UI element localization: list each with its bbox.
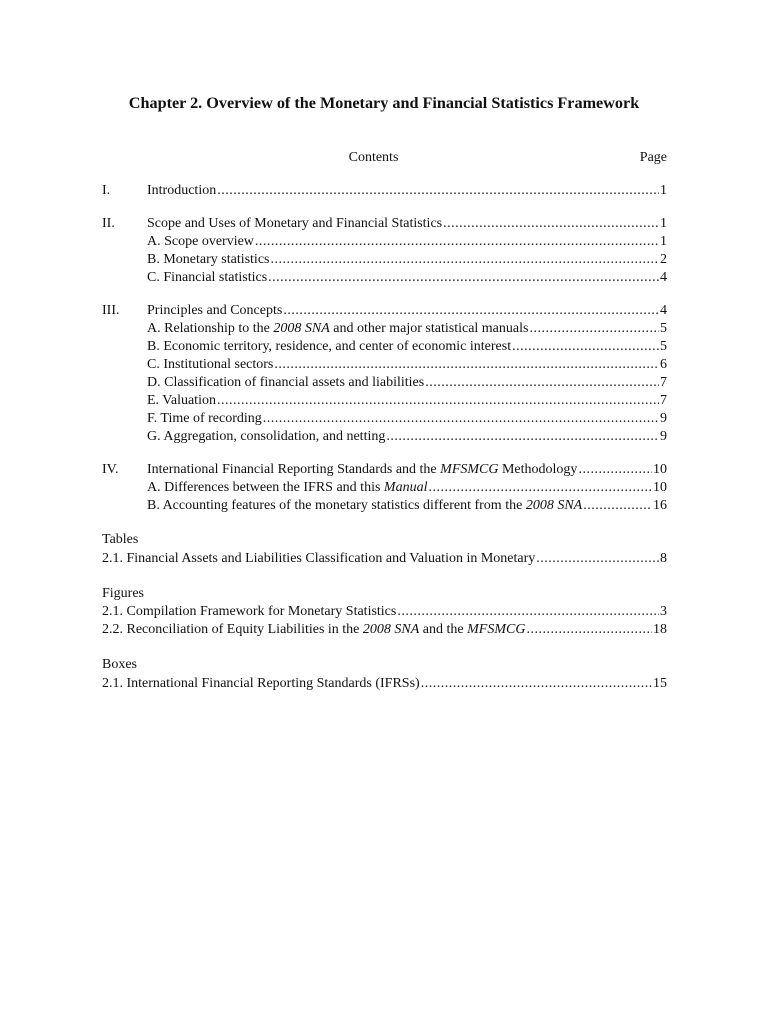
toc-page-number: 2 bbox=[660, 252, 667, 267]
figures-heading: Figures bbox=[102, 586, 144, 601]
toc-entry[interactable] bbox=[0, 356, 667, 374]
toc-entry[interactable] bbox=[0, 302, 667, 320]
toc-page-number: 1 bbox=[660, 216, 667, 231]
toc-entry[interactable] bbox=[0, 320, 667, 338]
toc-page-number: 9 bbox=[660, 429, 667, 444]
tables-heading: Tables bbox=[102, 532, 139, 547]
toc-entry-label: B. Economic territory, residence, and center of economic interest bbox=[147, 339, 512, 354]
section-number: II. bbox=[102, 216, 115, 231]
toc-page-number: 1 bbox=[660, 183, 667, 198]
toc-page-number: 10 bbox=[653, 462, 667, 477]
toc-entry[interactable] bbox=[0, 675, 667, 693]
boxes-heading: Boxes bbox=[102, 657, 137, 672]
toc-entry[interactable] bbox=[0, 479, 667, 497]
dot-leader bbox=[536, 550, 659, 568]
toc-entry-label: B. Monetary statistics bbox=[147, 252, 270, 267]
dot-leader bbox=[397, 603, 659, 621]
toc-entry-label: Principles and Concepts bbox=[147, 303, 283, 318]
toc-entry-label: D. Classification of financial assets and liabilities bbox=[147, 375, 425, 390]
dot-leader bbox=[217, 182, 659, 200]
dot-leader bbox=[255, 233, 659, 251]
toc-entry[interactable] bbox=[0, 233, 667, 251]
section-number: III. bbox=[102, 303, 120, 318]
toc-entry-label: Introduction bbox=[147, 183, 217, 198]
dot-leader bbox=[425, 374, 659, 392]
dot-leader bbox=[268, 269, 659, 287]
toc-page-number: 10 bbox=[653, 480, 667, 495]
dot-leader bbox=[386, 428, 659, 446]
toc-entry-label: 2.1. Compilation Framework for Monetary Statistics bbox=[102, 604, 397, 619]
toc-page-number: 7 bbox=[660, 375, 667, 390]
toc-entry[interactable] bbox=[0, 603, 667, 621]
toc-entry-label: International Financial Reporting Standards and the MFSMCG Methodology bbox=[147, 462, 578, 477]
toc-entry-label: G. Aggregation, consolidation, and netting bbox=[147, 429, 386, 444]
toc-entry-label: A. Scope overview bbox=[147, 234, 254, 249]
toc-entry-label: 2.1. International Financial Reporting Standards (IFRSs) bbox=[102, 676, 420, 691]
dot-leader bbox=[263, 410, 659, 428]
section-number: I. bbox=[102, 183, 111, 198]
toc-entry-label: A. Differences between the IFRS and this Manual bbox=[147, 480, 428, 495]
toc-page-number: 6 bbox=[660, 357, 667, 372]
toc-page-number: 4 bbox=[660, 303, 667, 318]
section-number: IV. bbox=[102, 462, 119, 477]
chapter-title: Chapter 2. Overview of the Monetary and Financial Statistics Framework bbox=[128, 94, 640, 112]
contents-label: Contents bbox=[348, 150, 399, 165]
dot-leader bbox=[443, 215, 659, 233]
dot-leader bbox=[271, 251, 660, 269]
toc-entry-label: B. Accounting features of the monetary statistics different from the 2008 SNA bbox=[147, 498, 583, 513]
page-column-label: Page bbox=[639, 150, 667, 165]
toc-page-number: 8 bbox=[660, 551, 667, 566]
toc-entry-label: F. Time of recording bbox=[147, 411, 262, 426]
toc-entry[interactable] bbox=[0, 621, 667, 639]
toc-page-number: 15 bbox=[653, 676, 667, 691]
toc-entry-label: Scope and Uses of Monetary and Financial Statistics bbox=[147, 216, 443, 231]
dot-leader bbox=[283, 302, 659, 320]
dot-leader bbox=[274, 356, 659, 374]
toc-page-number: 9 bbox=[660, 411, 667, 426]
toc-entry[interactable] bbox=[0, 410, 667, 428]
toc-entry-label: C. Institutional sectors bbox=[147, 357, 274, 372]
toc-page-number: 3 bbox=[660, 604, 667, 619]
toc-entry-label: 2.1. Financial Assets and Liabilities Classification and Valuation in Monetary bbox=[102, 551, 536, 566]
contents-header bbox=[102, 150, 667, 168]
toc-entry[interactable] bbox=[0, 550, 667, 568]
toc-entry[interactable] bbox=[0, 461, 667, 479]
toc-page-number: 5 bbox=[660, 339, 667, 354]
toc-page-number: 16 bbox=[653, 498, 667, 513]
toc-entry[interactable] bbox=[0, 269, 667, 287]
toc-entry[interactable] bbox=[0, 428, 667, 446]
toc-page-number: 18 bbox=[653, 622, 667, 637]
toc-entry[interactable] bbox=[0, 392, 667, 410]
dot-leader bbox=[583, 497, 652, 515]
dot-leader bbox=[512, 338, 659, 356]
toc-page-number: 5 bbox=[660, 321, 667, 336]
dot-leader bbox=[526, 621, 652, 639]
toc-entry-label: A. Relationship to the 2008 SNA and other major statistical manuals bbox=[147, 321, 529, 336]
toc-entry[interactable] bbox=[0, 182, 667, 200]
toc-page-number: 7 bbox=[660, 393, 667, 408]
dot-leader bbox=[421, 675, 652, 693]
dot-leader bbox=[217, 392, 659, 410]
dot-leader bbox=[428, 479, 652, 497]
toc-entry[interactable] bbox=[0, 251, 667, 269]
toc-entry[interactable] bbox=[0, 215, 667, 233]
toc-entry[interactable] bbox=[0, 497, 667, 515]
dot-leader bbox=[578, 461, 652, 479]
toc-entry-label: 2.2. Reconciliation of Equity Liabilities in the 2008 SNA and the MFSMCG bbox=[102, 622, 526, 637]
toc-entry[interactable] bbox=[0, 374, 667, 392]
dot-leader bbox=[529, 320, 659, 338]
toc-entry-label: C. Financial statistics bbox=[147, 270, 268, 285]
toc-page-number: 1 bbox=[660, 234, 667, 249]
toc-entry-label: E. Valuation bbox=[147, 393, 216, 408]
toc-page-number: 4 bbox=[660, 270, 667, 285]
toc-entry[interactable] bbox=[0, 338, 667, 356]
